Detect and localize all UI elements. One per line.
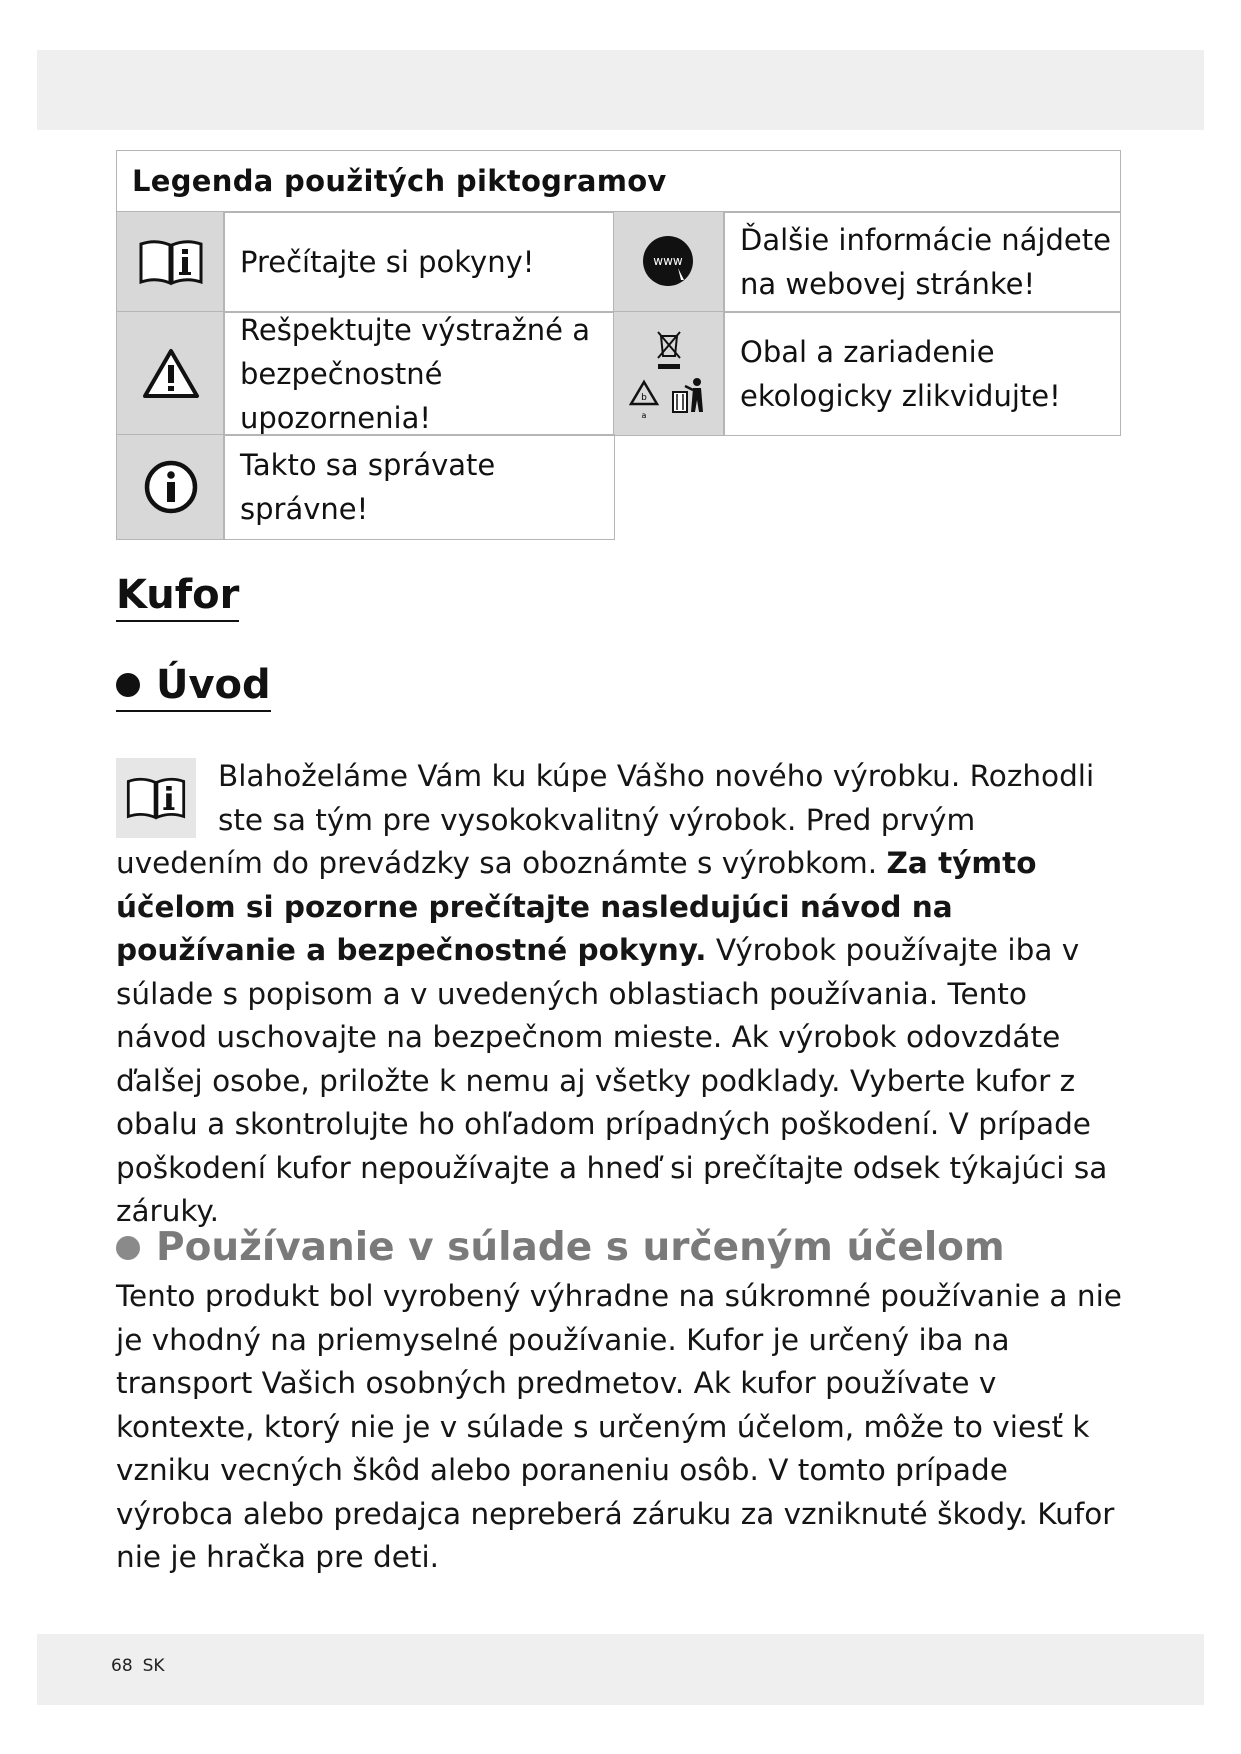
header-band — [37, 50, 1204, 130]
legend-item-text: Takto sa správate — [240, 448, 496, 482]
intro-text-continued: Výrobok používajte iba v súlade s popisom a v uvedených oblastiach používania. Tento návod uschovajte na bezpečnom mieste. Ak výrobok odovzdáte ďalšej osobe, priložte k nemu aj všetky podklady. Vyberte kufor z obalu a skontrolujte ho ohľadom prípadných poškodení. V prípade poškodení kufor nepoužívajte a hneď si prečítajte odsek týkajúci sa záruky. — [116, 933, 1108, 1228]
legend-item-text: bezpečnostné upozornenia! — [240, 356, 443, 435]
language-code: SK — [142, 1656, 165, 1676]
www-icon — [642, 235, 696, 289]
legend-icon-cell — [116, 434, 225, 540]
legend-item-text: Obal a zariadenie — [740, 334, 995, 369]
intro-heading-text: Úvod — [156, 662, 271, 708]
intro-paragraph — [116, 755, 1126, 1234]
intended-use-heading — [116, 1225, 1005, 1271]
page-footer — [111, 1656, 175, 1676]
legend-item-text: Ďalšie informácie nájdete — [740, 223, 1111, 257]
intended-use-paragraph: Tento produkt bol vyrobený výhradne na súkromné používanie a nie je vhodný na priemyselné používanie. Kufor je určený iba na transport Vašich osobných predmetov. Ak kufor používate v kontexte, ktorý nie je v súlade s určeným účelom, môže to viesť k vzniku vecných škôd alebo poraneniu osôb. V tomto prípade výrobca alebo predajca nepreberá záruku za vzniknuté škody. Kufor nie je hračka pre deti. — [116, 1279, 1122, 1574]
legend-text-cell — [223, 311, 615, 436]
intro-text: Blahoželáme Vám ku kúpe Vášho nového výrobku. Rozhodli ste sa tým pre vysokokvalitný výrobok. Pred prvým uvedením do prevádzky sa oboznámte s výrobkom. — [116, 759, 1095, 880]
footer-band — [37, 1634, 1204, 1705]
book-info-icon — [116, 758, 196, 838]
legend-text-cell — [723, 311, 1121, 436]
legend-item-text: ekologicky zlikvidujte! — [740, 378, 1061, 413]
legend-icon-cell — [613, 211, 725, 313]
svg-text:b: b — [641, 392, 647, 403]
legend-icon-cell — [116, 311, 225, 436]
legend-text-cell — [223, 211, 615, 313]
intro-text-bold: Za týmto účelom si pozorne prečítajte nasledujúci návod na používanie a bezpečnostné pokyny. — [116, 846, 1037, 967]
bullet-dot — [116, 1236, 140, 1260]
bullet-dot — [116, 673, 140, 697]
legend-item-text: Rešpektujte výstražné a — [240, 312, 591, 347]
intro-heading — [116, 662, 271, 712]
recycling-disposal-icon — [629, 326, 709, 422]
info-circle-icon — [143, 459, 199, 515]
page-number: 68 — [111, 1656, 133, 1676]
svg-text:a: a — [641, 410, 647, 420]
legend-item-text: Prečítajte si pokyny! — [240, 245, 535, 279]
book-info-icon — [138, 236, 204, 288]
section-title: Kufor — [116, 572, 239, 622]
legend-item-text: správne! — [240, 492, 369, 526]
legend-text-cell — [223, 434, 615, 540]
intended-use-heading-text: Používanie v súlade s určeným účelom — [156, 1225, 1005, 1270]
legend-item-text: na webovej stránke! — [740, 267, 1036, 301]
legend-icon-cell — [116, 211, 225, 313]
warning-icon — [142, 348, 200, 400]
pictogram-legend — [116, 150, 1121, 540]
legend-icon-cell — [613, 311, 725, 436]
legend-title: Legenda použitých piktogramov — [132, 164, 667, 198]
www-icon-label: www — [653, 254, 683, 268]
legend-title-row — [116, 150, 1121, 213]
legend-text-cell — [723, 211, 1121, 313]
